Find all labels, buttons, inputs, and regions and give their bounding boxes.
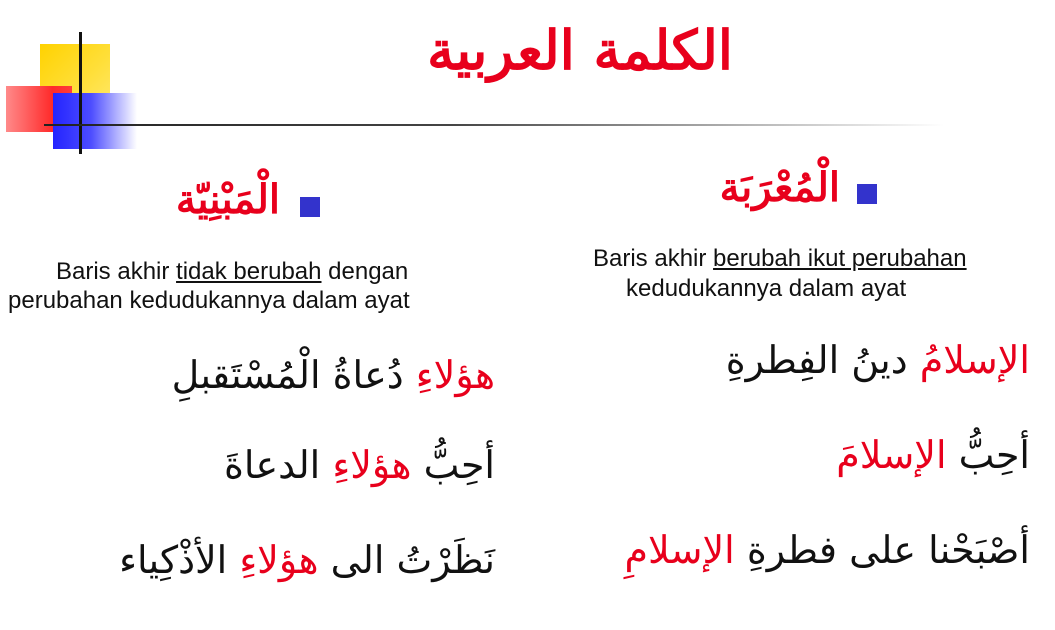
title-underline-divider [44, 124, 944, 126]
description-murabah-line2: kedudukannya dalam ayat [626, 275, 907, 302]
example-murabah-3: أصْبَحْنا على فطرةِ الإسلامِ [624, 528, 1030, 572]
example-mabniyah-2: أحِبُّ هؤلاءِ الدعاةَ [224, 443, 495, 487]
example-murabah-2: أحِبُّ الإسلامَ [836, 433, 1030, 477]
square-bullet-icon [857, 184, 877, 204]
description-mabniyah-line1: Baris akhir tidak berubah dengan [56, 258, 409, 285]
heading-murabah: الْمُعْرَبَة [719, 164, 840, 211]
square-bullet-icon [300, 197, 320, 217]
example-mabniyah-1: هؤلاءِ دُعاةُ الْمُسْتَقبلِ [171, 353, 495, 397]
decor-blue-rectangle [53, 93, 137, 149]
underlined-phrase: berubah ikut perubahan [713, 245, 967, 272]
underlined-phrase: tidak berubah [176, 258, 322, 285]
description-murabah-line1: Baris akhir berubah ikut perubahan [593, 245, 967, 272]
heading-mabniyah: الْمَبْنِيّة [175, 176, 280, 223]
example-mabniyah-3: نَظَرْتُ الى هؤلاءِ الأذْكِياء [119, 538, 495, 582]
slide-title: الكلمة العربية [427, 18, 733, 82]
description-mabniyah-line2: perubahan kedudukannya dalam ayat [8, 287, 410, 314]
example-murabah-1: الإسلامُ دينُ الفِطرةِ [725, 338, 1030, 382]
decor-vertical-line [79, 32, 82, 154]
